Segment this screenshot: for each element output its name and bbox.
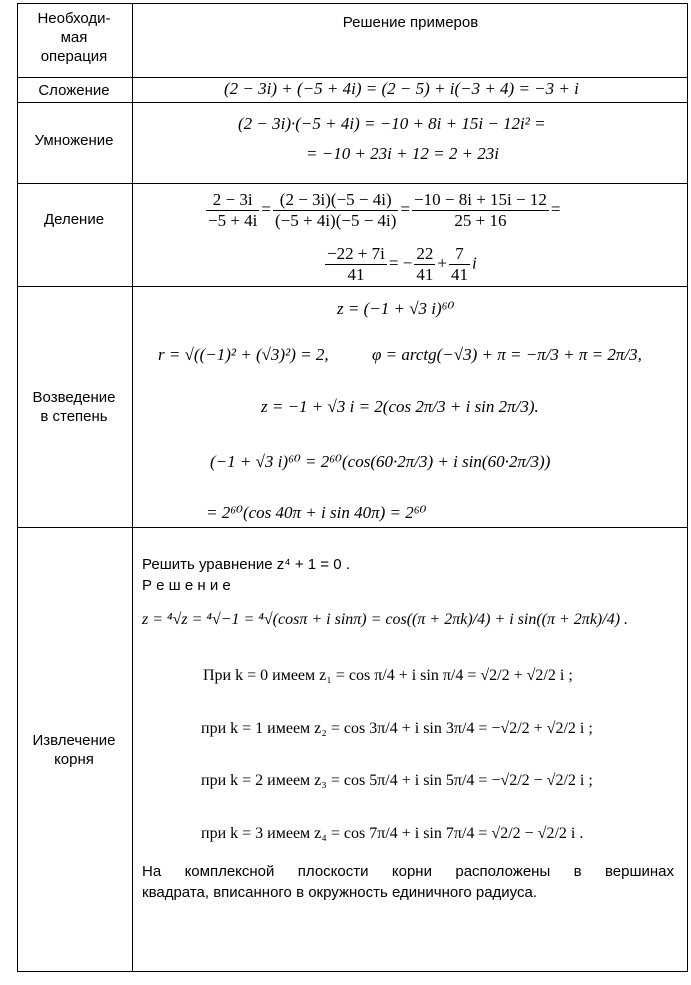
table-border-bottom — [17, 971, 688, 972]
division-fraction-3: $\frac{-10 - 8i + 15i - 12}{25 + 16}$ — [414, 190, 547, 230]
label-multiplication: Умножение — [34, 132, 114, 149]
division-fraction-1: $\frac{2 - 3i}{-5 + 4i}$ — [208, 190, 258, 230]
label-power: Возведение в степень — [32, 389, 116, 425]
root-solution-heading: Р е ш е н и е — [142, 577, 231, 594]
label-division: Деление — [43, 211, 105, 228]
table-border-right — [687, 3, 688, 972]
division-fraction-6: $\frac{7}{41}$ — [450, 244, 468, 284]
division-fraction-4: $\frac{-22 + 7i}{41}$ — [327, 244, 385, 284]
division-line-2: $\frac{-22 + 7i}{41}$ = − $\frac{22}{41}$ + $\frac{7}{41}$ i — [327, 244, 477, 284]
power-line-5: = 2⁶⁰(cos 40π + i sin 40π) = 2⁶⁰ — [206, 503, 427, 522]
root-conclusion-line-2: квадрата, вписанного в окружность единичного радиуса. — [142, 884, 538, 901]
table-border-top — [17, 3, 688, 4]
row-divider-addition — [17, 102, 688, 103]
addition-formula: (2 − 3i) + (−5 + 4i) = (2 − 5) + i(−3 + 4) = −3 + i — [224, 79, 579, 98]
column-divider — [132, 3, 133, 972]
power-line-1: z = (−1 + √3 i)⁶⁰ — [337, 299, 455, 318]
header-solutions: Решение примеров — [342, 14, 479, 31]
root-k2: при k = 2 имеем z₃ = cos 5π/4 + i sin 5π/4 = −√2/2 − √2/2 i ; — [201, 772, 593, 789]
root-k1: при k = 1 имеем z₂ = cos 3π/4 + i sin 3π/4 = −√2/2 + √2/2 i ; — [201, 720, 593, 737]
power-line-2a: r = √((−1)² + (√3)²) = 2, — [158, 345, 329, 364]
row-divider-division — [17, 286, 688, 287]
division-fraction-5: $\frac{22}{41}$ — [416, 244, 434, 284]
power-line-2b: φ = arctg(−√3) + π = −π/3 + π = 2π/3, — [372, 345, 642, 364]
row-divider-header — [17, 77, 688, 78]
multiplication-line-1: (2 − 3i)·(−5 + 4i) = −10 + 8i + 15i − 12i² = — [238, 114, 546, 133]
division-fraction-2: $\frac{(2 - 3i)(-5 - 4i)}{(-5 + 4i)(-5 - 4i)}$ — [275, 190, 397, 230]
root-general-formula: z = ⁴√z = ⁴√−1 = ⁴√(cosπ + i sinπ) = cos((π + 2πk)/4) + i sin((π + 2πk)/4) . — [142, 611, 629, 628]
label-root: Извлечение корня — [32, 732, 116, 768]
root-task: Решить уравнение z⁴ + 1 = 0 . — [142, 556, 350, 573]
power-line-4: (−1 + √3 i)⁶⁰ = 2⁶⁰(cos(60·2π/3) + i sin(60·2π/3)) — [210, 452, 551, 471]
label-addition: Сложение — [38, 82, 110, 99]
multiplication-line-2: = −10 + 23i + 12 = 2 + 23i — [306, 144, 500, 163]
row-divider-power — [17, 527, 688, 528]
power-line-3: z = −1 + √3 i = 2(cos 2π/3 + i sin 2π/3). — [261, 397, 539, 416]
row-divider-multiplication — [17, 183, 688, 184]
root-k0: При k = 0 имеем z₁ = cos π/4 + i sin π/4 = √2/2 + √2/2 i ; — [203, 667, 573, 684]
header-operation: Необходи- мая операция — [37, 10, 111, 65]
division-line-1: $\frac{2 - 3i}{-5 + 4i}$ = $\frac{(2 - 3i)(-5 - 4i)}{(-5 + 4i)(-5 - 4i)}$ = $\frac{-10 - 8i + 15i - 12}{25 + 16}$ = — [208, 190, 561, 230]
root-conclusion-line-1: На комплексной плоскости корни расположены в вершинах — [142, 863, 674, 880]
root-k3: при k = 3 имеем z₄ = cos 7π/4 + i sin 7π/4 = √2/2 − √2/2 i . — [201, 825, 584, 842]
